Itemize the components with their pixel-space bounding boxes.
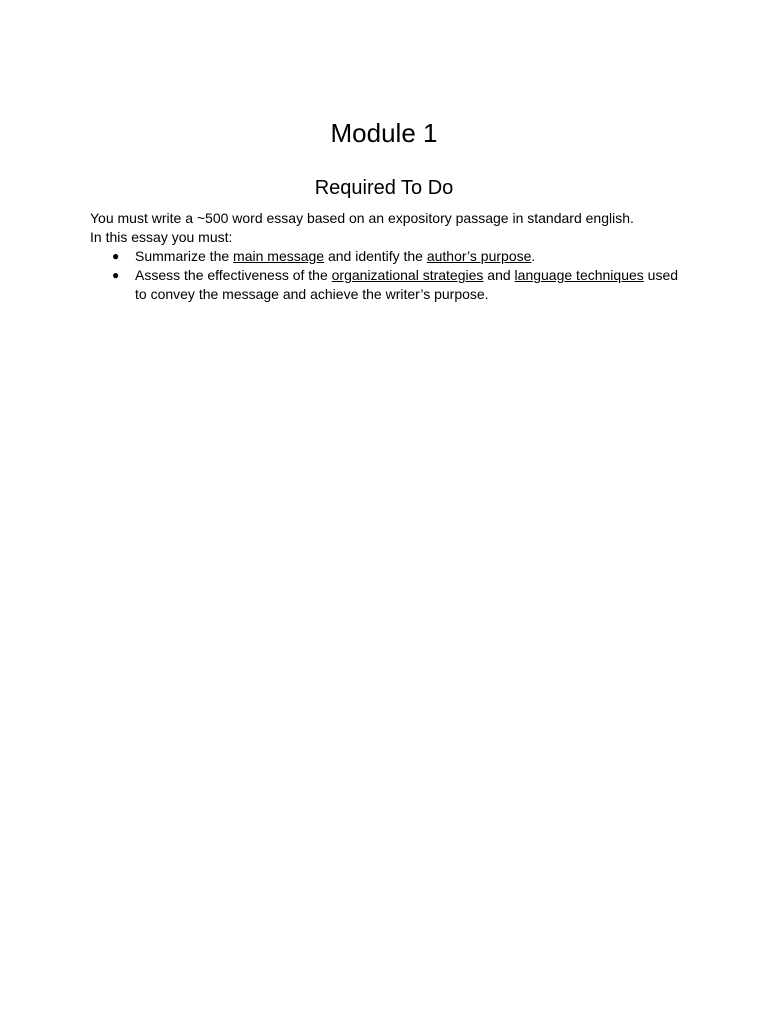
list-item-text: Assess the effectiveness of the [135,267,332,283]
document-body [90,209,690,304]
list-item [90,266,690,304]
list-item-text: . [531,248,536,264]
list-item-text: Summarize the [135,248,234,264]
page-title: Module 1 [330,118,438,148]
list-item [90,247,690,266]
underlined-term: author’s purpose [426,248,532,264]
bullet-icon: ● [112,249,120,263]
bullet-icon: ● [112,268,120,282]
requirements-list [90,247,690,304]
underlined-term: language techniques [514,267,644,283]
list-item-text: used to convey the message and achieve the writer’s purpose. [135,267,679,302]
underlined-term: main message [233,248,325,264]
intro-list-lead: In this essay you must: [90,229,233,245]
list-item-text: and [483,267,515,283]
intro-paragraph: You must write a ~500 word essay based on an expository passage in standard english. [90,210,634,226]
underlined-term: organizational strategies [331,267,484,283]
section-heading: Required To Do [314,177,454,199]
list-item-text: and identify the [324,248,427,264]
